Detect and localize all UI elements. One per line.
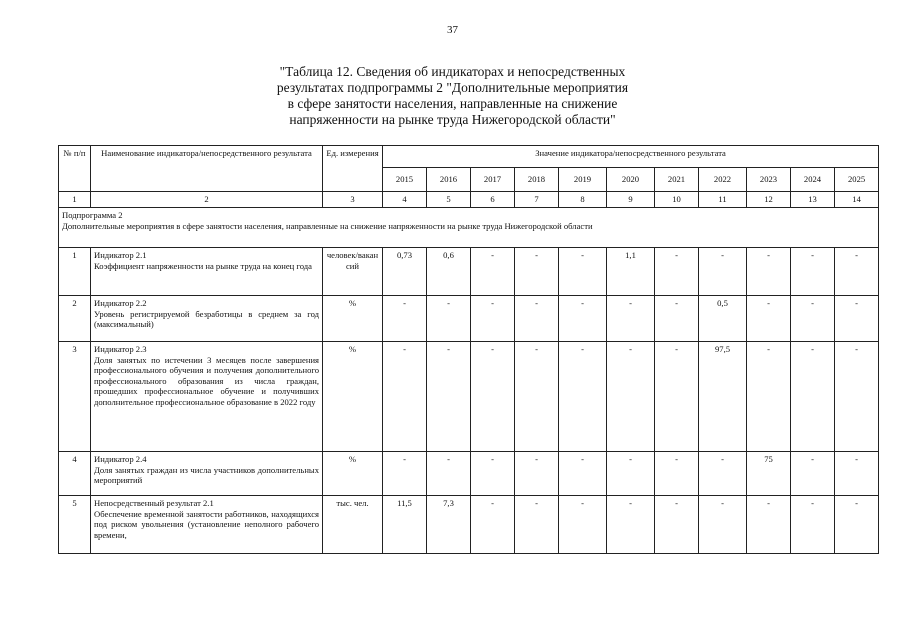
- header-year: 2019: [559, 168, 607, 192]
- value-cell: -: [471, 296, 515, 342]
- value-cell: -: [699, 496, 747, 554]
- value-cell: -: [655, 248, 699, 296]
- header-year: 2017: [471, 168, 515, 192]
- value-cell: -: [427, 342, 471, 452]
- header-unit: Ед. измерения: [323, 146, 383, 192]
- indicator-description: Коэффициент напряженности на рынке труда на конец года: [94, 260, 312, 271]
- unit-cell: тыс. чел.: [323, 496, 383, 554]
- indicators-table: [58, 145, 879, 554]
- value-cell: 0,5: [699, 296, 747, 342]
- value-cell: -: [383, 296, 427, 342]
- title-line: напряженности на рынке труда Нижегородской области": [289, 112, 616, 127]
- table-row: [59, 248, 879, 296]
- indicator-label: Индикатор 2.1: [94, 250, 147, 260]
- column-number: 8: [559, 192, 607, 208]
- header-year: 2020: [607, 168, 655, 192]
- value-cell: -: [699, 452, 747, 496]
- value-cell: 75: [747, 452, 791, 496]
- table-row: [59, 342, 879, 452]
- header-values: Значение индикатора/непосредственного результата: [383, 146, 879, 168]
- value-cell: -: [835, 248, 879, 296]
- value-cell: -: [515, 452, 559, 496]
- table-row: [59, 296, 879, 342]
- indicator-description: Обеспечение временной занятости работников, находящихся под риском увольнения (установление неполного рабочего времени,: [94, 508, 319, 540]
- value-cell: 1,1: [607, 248, 655, 296]
- value-cell: -: [515, 342, 559, 452]
- header-year: 2016: [427, 168, 471, 192]
- row-number: 5: [59, 496, 91, 554]
- value-cell: -: [835, 496, 879, 554]
- value-cell: 97,5: [699, 342, 747, 452]
- unit-cell: %: [323, 296, 383, 342]
- title-line: результатах подпрограммы 2 "Дополнительные мероприятия: [276, 80, 629, 95]
- indicator-description: Доля занятых по истечении 3 месяцев после завершения профессионального обучения и получения дополнительного профессионального образования из числа граждан, прошедших профессиональное обучение и получивших дополнительное профессиональное образование в 2022 году: [94, 354, 319, 407]
- value-cell: -: [747, 248, 791, 296]
- value-cell: -: [383, 452, 427, 496]
- column-number: 12: [747, 192, 791, 208]
- value-cell: -: [471, 496, 515, 554]
- column-number: 6: [471, 192, 515, 208]
- value-cell: -: [791, 342, 835, 452]
- column-number: 7: [515, 192, 559, 208]
- value-cell: -: [607, 342, 655, 452]
- column-number: 1: [59, 192, 91, 208]
- value-cell: -: [835, 342, 879, 452]
- indicator-cell: [91, 248, 323, 296]
- value-cell: -: [747, 496, 791, 554]
- value-cell: -: [791, 248, 835, 296]
- value-cell: 0,6: [427, 248, 471, 296]
- title-line: в сфере занятости населения, направленные на снижение: [287, 96, 618, 111]
- column-number: 13: [791, 192, 835, 208]
- value-cell: -: [747, 296, 791, 342]
- header-year: 2021: [655, 168, 699, 192]
- header-year: 2015: [383, 168, 427, 192]
- unit-cell: %: [323, 342, 383, 452]
- column-number: 11: [699, 192, 747, 208]
- value-cell: -: [699, 248, 747, 296]
- header-num: № п/п: [59, 146, 91, 192]
- value-cell: -: [471, 248, 515, 296]
- value-cell: -: [607, 452, 655, 496]
- page-number: 37: [447, 24, 458, 36]
- value-cell: -: [835, 452, 879, 496]
- column-number: 2: [91, 192, 323, 208]
- value-cell: -: [655, 452, 699, 496]
- row-number: 3: [59, 342, 91, 452]
- value-cell: -: [515, 296, 559, 342]
- indicator-label: Индикатор 2.3: [94, 344, 147, 354]
- header-year: 2022: [699, 168, 747, 192]
- indicator-cell: [91, 342, 323, 452]
- value-cell: -: [655, 496, 699, 554]
- column-number: 4: [383, 192, 427, 208]
- value-cell: -: [791, 452, 835, 496]
- value-cell: -: [607, 496, 655, 554]
- value-cell: -: [791, 296, 835, 342]
- header-year: 2024: [791, 168, 835, 192]
- value-cell: -: [835, 296, 879, 342]
- indicator-description: Уровень регистрируемой безработицы в среднем за год (максимальный): [94, 308, 319, 329]
- header-year: 2023: [747, 168, 791, 192]
- title-line: "Таблица 12. Сведения об индикаторах и непосредственных: [279, 64, 626, 79]
- column-number: 10: [655, 192, 699, 208]
- indicator-cell: [91, 296, 323, 342]
- header-year: 2025: [835, 168, 879, 192]
- unit-cell: %: [323, 452, 383, 496]
- subprogram-name: Дополнительные мероприятия в сфере занятости населения, направленные на снижение напряженности на рынке труда Нижегородской области: [62, 220, 593, 231]
- value-cell: -: [655, 342, 699, 452]
- value-cell: 7,3: [427, 496, 471, 554]
- column-number: 9: [607, 192, 655, 208]
- indicator-cell: [91, 452, 323, 496]
- value-cell: -: [791, 496, 835, 554]
- value-cell: 0,73: [383, 248, 427, 296]
- value-cell: -: [559, 496, 607, 554]
- table-row: [59, 452, 879, 496]
- row-number: 1: [59, 248, 91, 296]
- indicator-cell: [91, 496, 323, 554]
- value-cell: -: [559, 452, 607, 496]
- value-cell: 11,5: [383, 496, 427, 554]
- subprogram-title: Подпрограмма 2: [62, 210, 123, 220]
- value-cell: -: [471, 342, 515, 452]
- value-cell: -: [747, 342, 791, 452]
- value-cell: -: [559, 342, 607, 452]
- value-cell: -: [559, 296, 607, 342]
- indicator-label: Индикатор 2.2: [94, 298, 147, 308]
- value-cell: -: [515, 496, 559, 554]
- table-title: [200, 64, 705, 128]
- indicator-label: Непосредственный результат 2.1: [94, 498, 214, 508]
- header-year: 2018: [515, 168, 559, 192]
- column-number: 3: [323, 192, 383, 208]
- value-cell: -: [515, 248, 559, 296]
- value-cell: -: [427, 296, 471, 342]
- value-cell: -: [655, 296, 699, 342]
- row-number: 2: [59, 296, 91, 342]
- indicator-description: Доля занятых граждан из числа участников дополнительных мероприятий: [94, 464, 319, 485]
- value-cell: -: [471, 452, 515, 496]
- row-number: 4: [59, 452, 91, 496]
- column-number: 5: [427, 192, 471, 208]
- table-row: [59, 496, 879, 554]
- unit-cell: человек/вакансий: [323, 248, 383, 296]
- header-name: Наименование индикатора/непосредственного результата: [91, 146, 323, 192]
- subprogram-row: [59, 208, 879, 248]
- value-cell: -: [427, 452, 471, 496]
- value-cell: -: [383, 342, 427, 452]
- indicator-label: Индикатор 2.4: [94, 454, 147, 464]
- column-number: 14: [835, 192, 879, 208]
- value-cell: -: [607, 296, 655, 342]
- value-cell: -: [559, 248, 607, 296]
